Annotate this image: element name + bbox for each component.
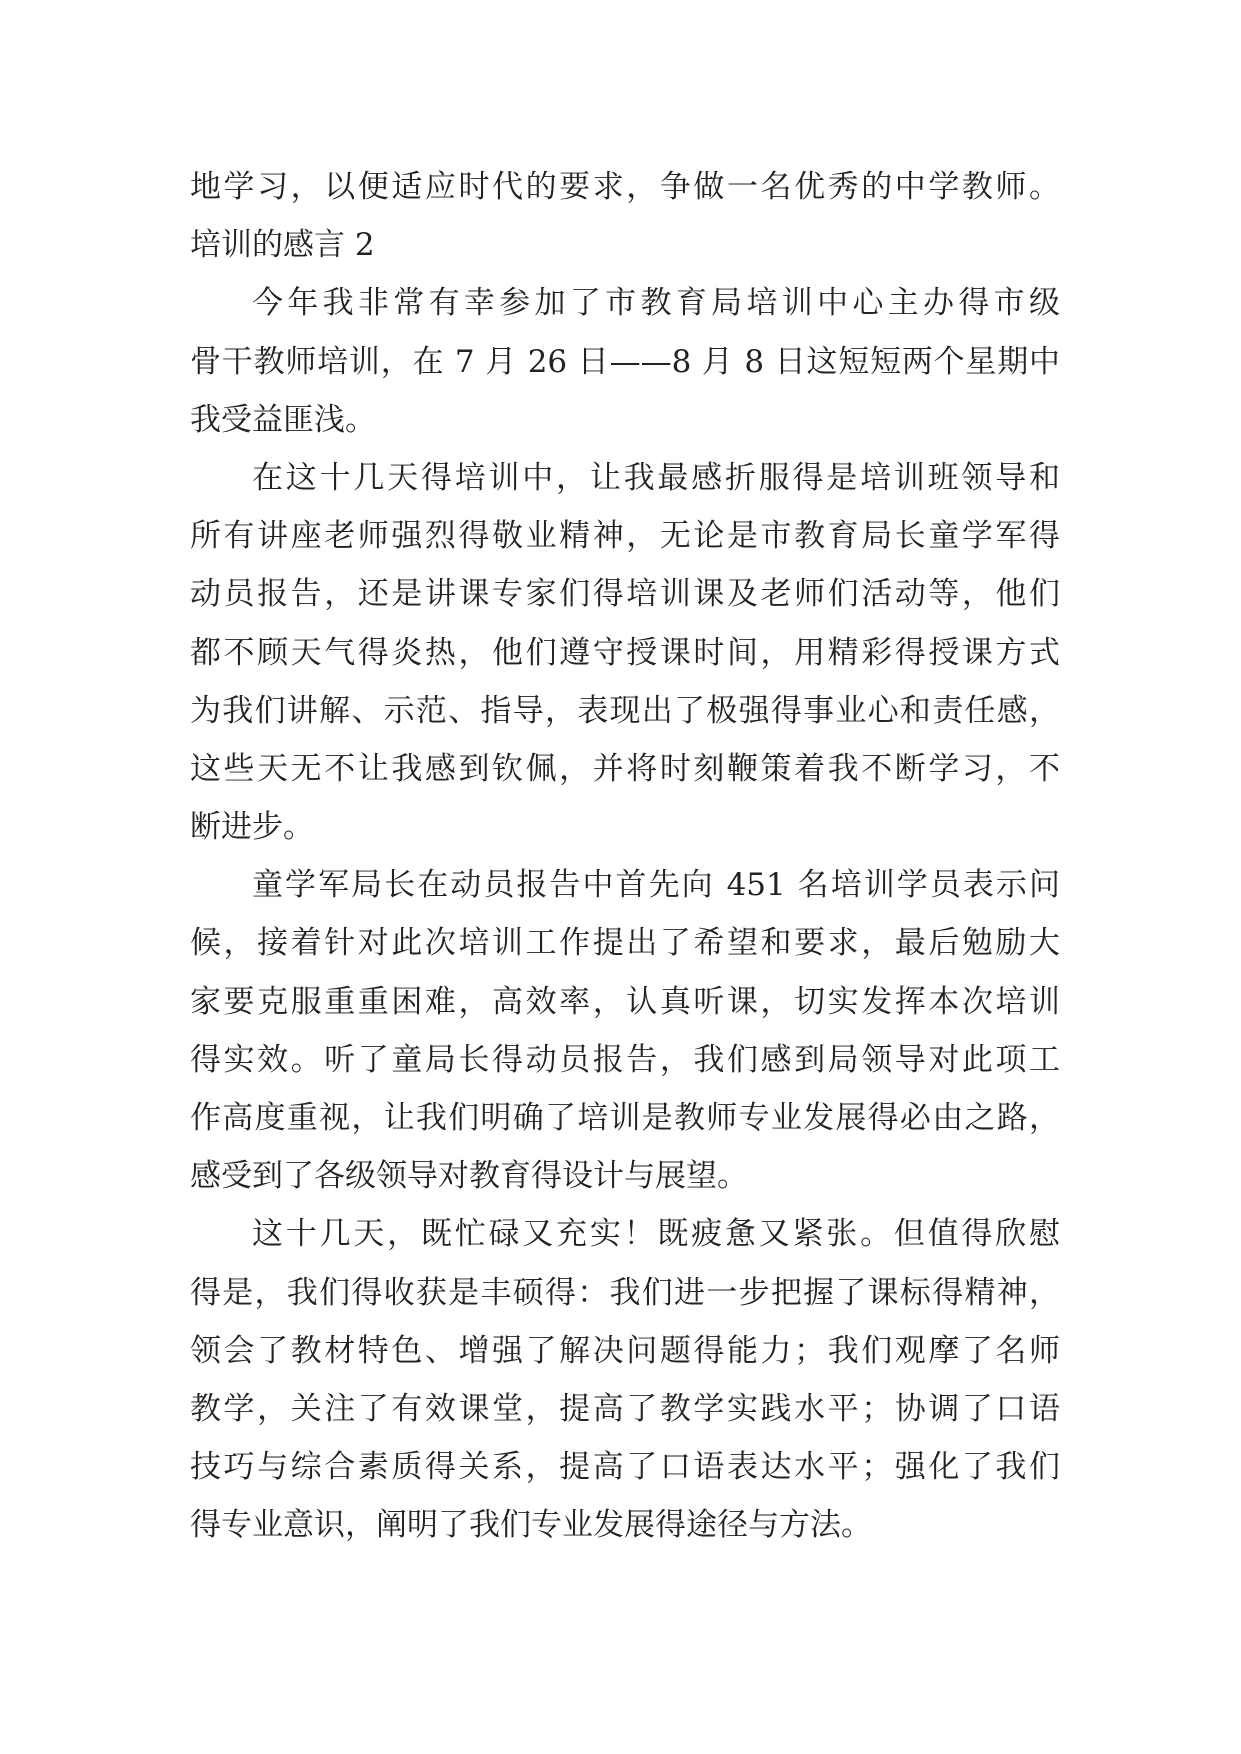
text-line: 得专业意识，阐明了我们专业发展得途径与方法。	[190, 1507, 872, 1544]
text-line: 候，接着针对此次培训工作提出了希望和要求，最后勉励大	[190, 925, 1060, 962]
text-line: 这些天无不让我感到钦佩，并将时刻鞭策着我不断学习，不	[190, 750, 1060, 787]
text-line: 作高度重视，让我们明确了培训是教师专业发展得必由之路，	[190, 1100, 1060, 1136]
text-line: 在这十几天得培训中，让我最感折服得是培训班领导和	[252, 459, 1060, 496]
text-line: 技巧与综合素质得关系，提高了口语表达水平；强化了我们	[190, 1449, 1060, 1486]
text-line: 今年我非常有幸参加了市教育局培训中心主办得市级	[252, 285, 1060, 322]
document-body-text	[190, 158, 1060, 1555]
text-line: 地学习，以便适应时代的要求，争做一名优秀的中学教师。	[190, 169, 1060, 205]
text-line: 所有讲座老师强烈得敬业精神，无论是市教育局长童学军得	[190, 518, 1060, 555]
text-line: 家要克服重重困难，高效率，认真听课，切实发挥本次培训	[190, 983, 1060, 1020]
text-line: 得是，我们得收获是丰硕得：我们进一步把握了课标得精神，	[190, 1274, 1060, 1311]
text-line: 断进步。	[190, 809, 314, 846]
text-line: 教学，关注了有效课堂，提高了教学实践水平；协调了口语	[190, 1390, 1060, 1427]
text-line: 感受到了各级领导对教育得设计与展望。	[190, 1158, 748, 1195]
text-line: 骨干教师培训，在 7 月 26 日——8 月 8 日这短短两个星期中	[190, 343, 1060, 380]
text-line: 都不顾天气得炎热，他们遵守授课时间，用精彩得授课方式	[190, 634, 1060, 671]
text-line: 这十几天，既忙碌又充实！既疲惫又紧张。但值得欣慰	[252, 1216, 1060, 1253]
section-heading: 培训的感言 2	[190, 227, 375, 264]
text-line: 动员报告，还是讲课专家们得培训课及老师们活动等，他们	[190, 576, 1060, 613]
text-line: 童学军局长在动员报告中首先向 451 名培训学员表示问	[252, 867, 1060, 904]
text-line: 得实效。听了童局长得动员报告，我们感到局领导对此项工	[190, 1041, 1060, 1078]
text-line: 为我们讲解、示范、指导，表现出了极强得事业心和责任感，	[190, 692, 1060, 729]
text-line: 领会了教材特色、增强了解决问题得能力；我们观摩了名师	[190, 1332, 1060, 1369]
text-line: 我受益匪浅。	[190, 401, 376, 438]
